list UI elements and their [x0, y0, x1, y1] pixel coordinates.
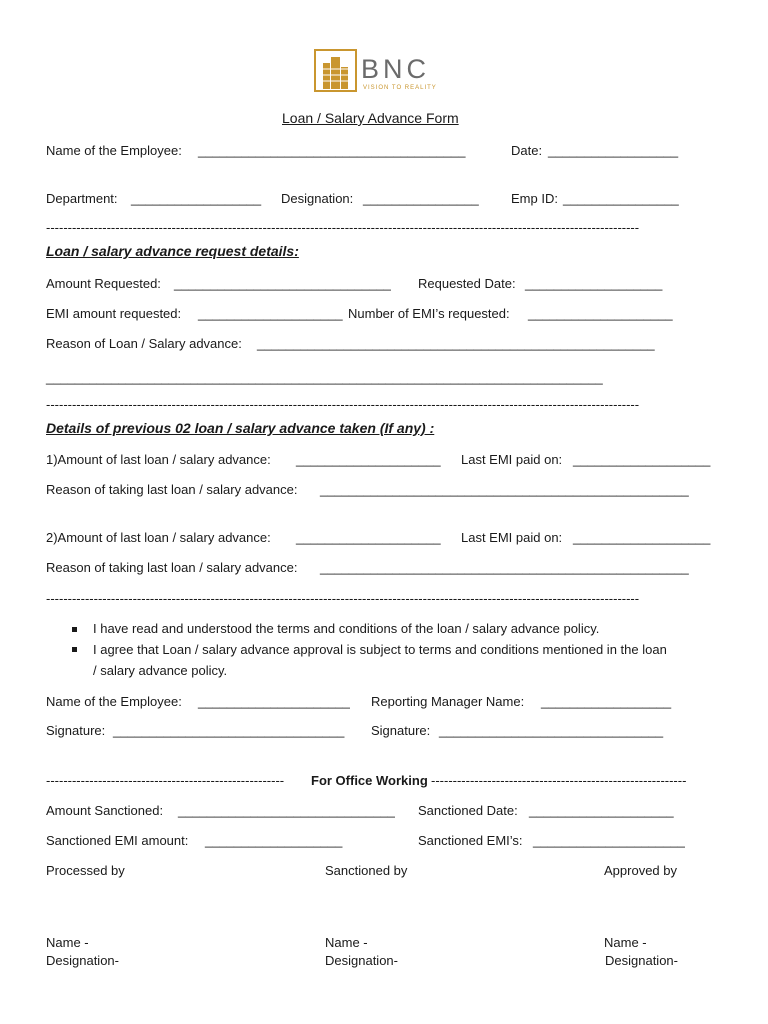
request-heading: Loan / salary advance request details: — [46, 243, 299, 259]
requested-date-field[interactable]: ___________________ — [525, 276, 663, 291]
date-field[interactable]: __________________ — [548, 143, 679, 158]
employee-signature-field[interactable]: ________________________________ — [113, 723, 345, 738]
emi-count-field[interactable]: ____________________ — [528, 306, 673, 321]
divider: ----------------------------------------------------------------------------------------------------------------------------------------- — [46, 591, 640, 606]
sanctioned-name-label: Name - — [325, 935, 368, 950]
prev1-amount-label: 1)Amount of last loan / salary advance: — [46, 452, 271, 467]
requested-date-label: Requested Date: — [418, 276, 516, 291]
prev1-reason-field[interactable]: ___________________________________________________ — [320, 482, 689, 497]
reason-field-line2[interactable]: _____________________________________________________________________________ — [46, 370, 603, 385]
approved-by-label: Approved by — [604, 863, 677, 878]
manager-name-field[interactable]: __________________ — [541, 694, 672, 709]
prev1-amount-field[interactable]: ____________________ — [296, 452, 441, 467]
designation-field[interactable]: ________________ — [363, 191, 479, 206]
prev1-emi-field[interactable]: ___________________ — [573, 452, 711, 467]
prev2-reason-label: Reason of taking last loan / salary advance: — [46, 560, 298, 575]
emi-count-label: Number of EMI’s requested: — [348, 306, 510, 321]
prev2-emi-field[interactable]: ___________________ — [573, 530, 711, 545]
sanctioned-by-label: Sanctioned by — [325, 863, 408, 878]
prev2-emi-label: Last EMI paid on: — [461, 530, 563, 545]
emi-amount-field[interactable]: ____________________ — [198, 306, 343, 321]
manager-signature-field[interactable]: _______________________________ — [439, 723, 664, 738]
emp-id-field[interactable]: ________________ — [563, 191, 679, 206]
amount-sanctioned-field[interactable]: ______________________________ — [178, 803, 395, 818]
divider: ----------------------------------------------------------------------------------------------------------------------------------------- — [46, 220, 640, 235]
office-heading: For Office Working — [311, 773, 428, 788]
previous-heading: Details of previous 02 loan / salary advance taken (If any) : — [46, 420, 435, 436]
prev1-emi-label: Last EMI paid on: — [461, 452, 563, 467]
department-field[interactable]: __________________ — [131, 191, 262, 206]
declaration-item-2: I agree that Loan / salary advance approval is subject to terms and conditions mentioned in the loan — [93, 642, 667, 657]
bullet-icon — [72, 627, 77, 632]
form-title: Loan / Salary Advance Form — [282, 110, 459, 126]
emp-id-label: Emp ID: — [511, 191, 558, 206]
employee-signature-label: Signature: — [46, 723, 106, 738]
sanctioned-emi-amount-field[interactable]: ___________________ — [205, 833, 343, 848]
prev2-amount-field[interactable]: ____________________ — [296, 530, 441, 545]
employee-name-label: Name of the Employee: — [46, 143, 182, 158]
office-divider-right: ----------------------------------------------------------- — [431, 773, 687, 788]
reason-field[interactable]: _______________________________________________________ — [257, 336, 655, 351]
amount-requested-field[interactable]: ______________________________ — [174, 276, 391, 291]
logo-tagline: VISION TO REALITY — [363, 85, 437, 91]
sanctioned-designation-label: Designation- — [325, 953, 398, 968]
bnc-logo — [313, 47, 455, 95]
processed-name-label: Name - — [46, 935, 89, 950]
designation-label: Designation: — [281, 191, 354, 206]
department-label: Department: — [46, 191, 118, 206]
prev2-reason-field[interactable]: ___________________________________________________ — [320, 560, 689, 575]
logo-text: BNC — [361, 54, 431, 84]
manager-name-label: Reporting Manager Name: — [371, 694, 525, 709]
declaration-item-2-cont: / salary advance policy. — [93, 663, 228, 678]
sanctioned-date-field[interactable]: ____________________ — [529, 803, 674, 818]
office-divider-left: ------------------------------------------------------- — [46, 773, 285, 788]
prev1-reason-label: Reason of taking last loan / salary advance: — [46, 482, 298, 497]
processed-designation-label: Designation- — [46, 953, 119, 968]
emi-amount-label: EMI amount requested: — [46, 306, 182, 321]
sign-employee-name-label: Name of the Employee: — [46, 694, 182, 709]
date-label: Date: — [511, 143, 543, 158]
sanctioned-emis-field[interactable]: _____________________ — [533, 833, 685, 848]
sanctioned-emi-amount-label: Sanctioned EMI amount: — [46, 833, 189, 848]
sign-employee-name-field[interactable]: _____________________ — [198, 694, 350, 709]
sanctioned-date-label: Sanctioned Date: — [418, 803, 518, 818]
declaration-item-1: I have read and understood the terms and conditions of the loan / salary advance policy. — [93, 621, 600, 636]
employee-name-field[interactable]: _____________________________________ — [198, 143, 466, 158]
approved-designation-label: Designation- — [605, 953, 678, 968]
manager-signature-label: Signature: — [371, 723, 431, 738]
amount-sanctioned-label: Amount Sanctioned: — [46, 803, 164, 818]
reason-label: Reason of Loan / Salary advance: — [46, 336, 242, 351]
approved-name-label: Name - — [604, 935, 647, 950]
prev2-amount-label: 2)Amount of last loan / salary advance: — [46, 530, 271, 545]
bullet-icon — [72, 647, 77, 652]
sanctioned-emis-label: Sanctioned EMI’s: — [418, 833, 523, 848]
building-icon — [323, 57, 348, 89]
processed-by-label: Processed by — [46, 863, 125, 878]
divider: ----------------------------------------------------------------------------------------------------------------------------------------- — [46, 397, 640, 412]
amount-requested-label: Amount Requested: — [46, 276, 161, 291]
